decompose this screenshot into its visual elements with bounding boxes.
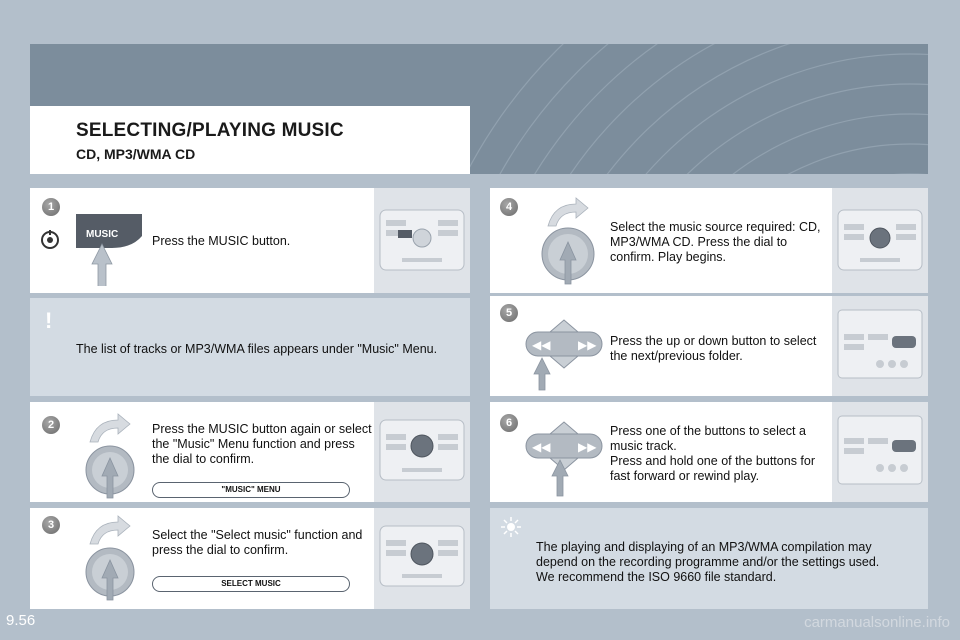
page-title: SELECTING/PLAYING MUSIC: [76, 120, 344, 141]
step-2-text: Press the MUSIC button again or select the "Music" Menu function and press the dial to confirm.: [152, 422, 372, 466]
dial-turn-icon: [78, 412, 158, 502]
step-4-panel: [490, 188, 928, 293]
music-menu-pill: "MUSIC" MENU: [152, 482, 350, 498]
dial-turn-icon: [78, 514, 158, 604]
radio-illustration: [832, 188, 928, 293]
radio-illustration: [374, 402, 470, 502]
step-badge: 6: [500, 414, 518, 432]
tip-notice: [490, 508, 928, 609]
page-subtitle: CD, MP3/WMA CD: [76, 146, 196, 162]
step-badge: 3: [42, 516, 60, 534]
exclamation-icon: [40, 308, 60, 332]
step-badge: 2: [42, 416, 60, 434]
step-5-panel: [490, 296, 928, 396]
lightbulb-icon: [500, 516, 522, 538]
directional-pad-icon: [520, 314, 610, 394]
radio-illustration: [832, 296, 928, 396]
title-box: [30, 106, 470, 174]
step-3-panel: [30, 508, 470, 609]
music-button-label: MUSIC: [86, 229, 119, 240]
step-2-panel: [30, 402, 470, 502]
radio-illustration: [832, 402, 928, 502]
radio-illustration: [374, 188, 470, 293]
step-5-text: Press the up or down button to select the next/previous folder.: [610, 334, 817, 363]
svg-text:!: !: [45, 308, 53, 332]
page-number: 9.56: [6, 612, 36, 629]
svg-text:▶▶: ▶▶: [578, 338, 597, 352]
warning-notice: [30, 298, 470, 396]
tip-text: The playing and displaying of an MP3/WMA compilation may depend on the recording programme and/or the settings used. We recommend the ISO 9660 file standard.: [536, 540, 880, 584]
svg-text:◀◀: ◀◀: [532, 338, 551, 352]
watermark: carmanualsonline.info: [804, 614, 950, 631]
target-icon: [40, 230, 60, 250]
select-music-pill: SELECT MUSIC: [152, 576, 350, 592]
step-badge: 4: [500, 198, 518, 216]
directional-pad-icon: [520, 416, 610, 500]
music-button-icon: [72, 206, 152, 286]
step-6-panel: [490, 402, 928, 502]
step-badge: 5: [500, 304, 518, 322]
warning-text: The list of tracks or MP3/WMA files appears under "Music" Menu.: [76, 342, 438, 356]
step-1-text: Press the MUSIC button.: [152, 234, 291, 248]
step-1-panel: [30, 188, 470, 293]
svg-text:▶▶: ▶▶: [578, 440, 597, 454]
step-3-text: Select the "Select music" function and press the dial to confirm.: [152, 528, 363, 557]
step-6-text: Press one of the buttons to select a music track. Press and hold one of the buttons for fast forward or rewind play.: [610, 424, 815, 483]
svg-text:◀◀: ◀◀: [532, 440, 551, 454]
step-badge: 1: [42, 198, 60, 216]
step-4-text: Select the music source required: CD, MP3/WMA CD. Press the dial to confirm. Play begins.: [610, 220, 821, 264]
radio-illustration: [374, 508, 470, 609]
